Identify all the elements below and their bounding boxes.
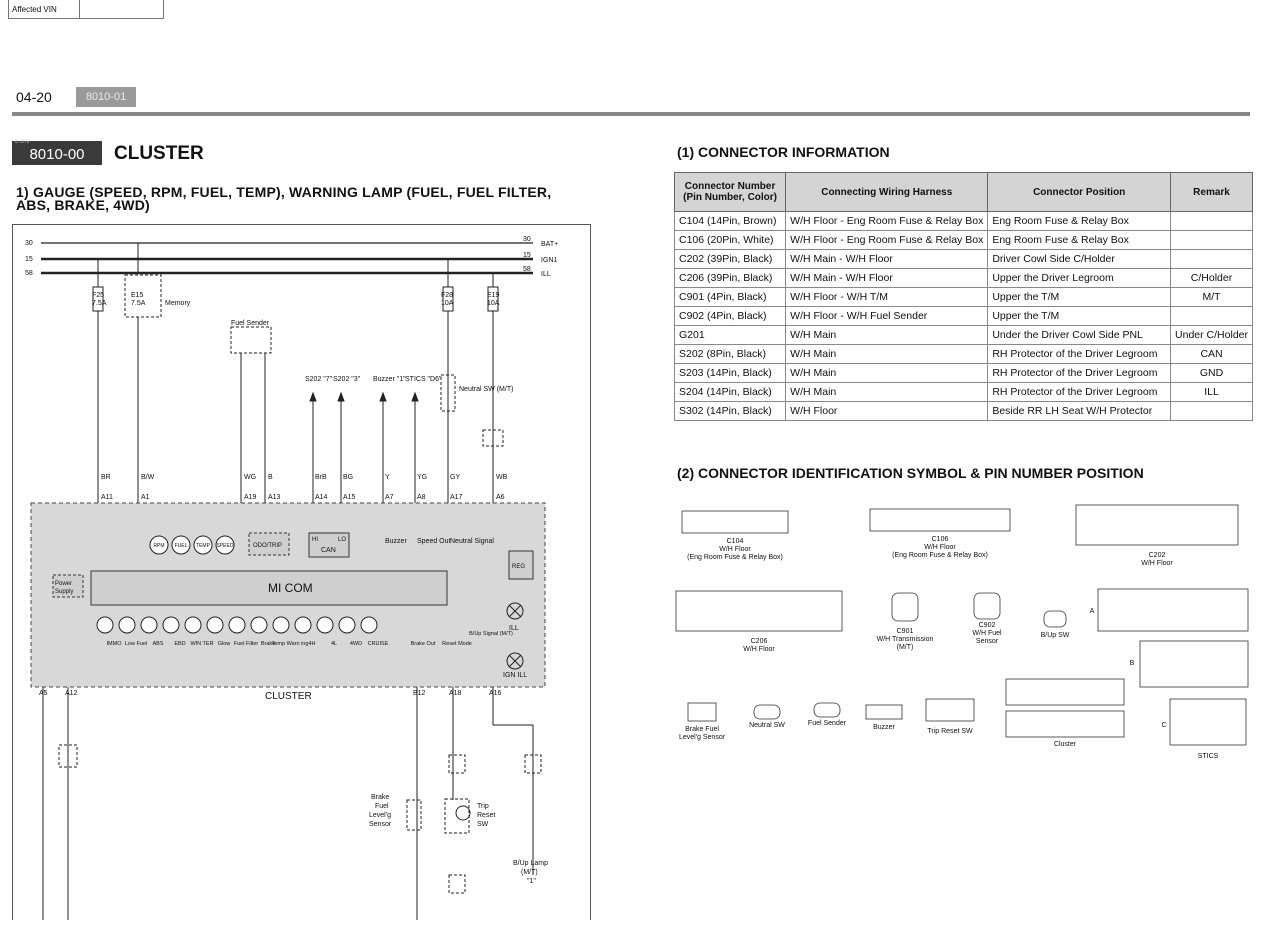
- pin-a7: A7: [385, 494, 394, 501]
- bup-lamp-label-1: B/Up Lamp: [513, 860, 549, 867]
- fuse-e15-rating: 7.5A: [131, 300, 146, 307]
- rail-ign1-label: IGN1: [541, 257, 558, 264]
- sym-c106-name: C106: [931, 536, 949, 543]
- col-position: Connector Position: [988, 173, 1171, 212]
- cell-position: Driver Cowl Side C/Holder: [988, 250, 1171, 269]
- fuse-e19-name: E19: [487, 292, 500, 299]
- cell-position: Upper the Driver Legroom: [988, 269, 1171, 288]
- ind-brake-out: Brake Out: [410, 641, 436, 647]
- c206-shape: [676, 591, 842, 631]
- c104-shape: [682, 511, 788, 533]
- cell-connector-number: G201: [675, 326, 786, 345]
- c-cluster-a-shape: [1098, 589, 1248, 631]
- rail-num-30: 30: [25, 240, 33, 247]
- fuse-f28-name: F28: [441, 292, 454, 299]
- section-title: CLUSTER: [114, 143, 204, 164]
- cell-remark: Under C/Holder: [1171, 326, 1253, 345]
- fuse-f28-rating: 10A: [441, 300, 454, 307]
- affected-vin-box: [8, 0, 164, 19]
- can-hi-label: HI: [312, 537, 318, 543]
- cell-position: RH Protector of the Driver Legroom: [988, 383, 1171, 402]
- wire-gy: GY: [450, 474, 461, 481]
- ind-temp-warning: Temp Warn ing: [271, 641, 309, 647]
- sym-c902-name: C902: [978, 622, 996, 629]
- sym-c202-desc1: W/H Floor: [1141, 560, 1173, 567]
- wiring-diagram: [12, 224, 591, 920]
- connector-symbols-area: [674, 495, 1254, 775]
- connector-info-heading: (1) CONNECTOR INFORMATION: [677, 144, 890, 160]
- sym-c104-name: C104: [726, 538, 744, 545]
- cell-remark: C/Holder: [1171, 269, 1253, 288]
- ind-winter: WIN TER: [190, 641, 214, 647]
- sym-cluster-name: Cluster: [1053, 741, 1077, 748]
- cell-connector-number: C104 (14Pin, Brown): [675, 212, 786, 231]
- ind-4h: 4H: [308, 641, 316, 647]
- cell-remark: [1171, 250, 1253, 269]
- cell-position: RH Protector of the Driver Legroom: [988, 364, 1171, 383]
- page-number: 04-20: [16, 89, 52, 105]
- ind-low-fuel: Low Fuel: [124, 641, 148, 647]
- wire-wg: WG: [244, 474, 257, 481]
- ind-cruise: CRUISE: [367, 641, 389, 647]
- wiring-diagram-svg: [13, 225, 590, 920]
- sym-c206-desc1: W/H Floor: [743, 646, 775, 653]
- header-rule: [12, 112, 1250, 116]
- sym-brake-fuel-desc1: Level'g Sensor: [678, 734, 726, 741]
- cell-connector-number: C202 (39Pin, Black): [675, 250, 786, 269]
- c-cluster-b-shape: [1140, 641, 1248, 687]
- cell-remark: [1171, 402, 1253, 421]
- pin-a18: A18: [449, 690, 462, 697]
- fuel-sender-label: Fuel Sender: [231, 320, 270, 327]
- gauge-label-fuel: FUEL: [174, 543, 188, 549]
- col-remark: Remark: [1171, 173, 1253, 212]
- cell-harness: W/H Main: [786, 364, 988, 383]
- bup-lamp-label-3: "1": [527, 878, 536, 885]
- trip-reset-label-1: Trip: [477, 803, 489, 810]
- stics-shape: [1170, 699, 1246, 745]
- sym-row-a: A: [1089, 608, 1095, 615]
- table-row: [675, 307, 1253, 326]
- connector-symbols-heading: (2) CONNECTOR IDENTIFICATION SYMBOL & PIN NUMBER POSITION: [677, 465, 1144, 481]
- bup-sw-shape: [1044, 611, 1066, 627]
- cell-position: Under the Driver Cowl Side PNL: [988, 326, 1171, 345]
- wire-br: BR: [101, 474, 111, 481]
- neutral-signal-label: Neutral Signal: [450, 538, 494, 545]
- pin-a14: A14: [315, 494, 328, 501]
- fuse-e19: [488, 287, 498, 311]
- affected-vin-label: Affected VIN: [12, 5, 57, 14]
- sym-c106-desc1: W/H Floor: [924, 544, 956, 551]
- table-row: [675, 231, 1253, 250]
- buzzer-label: Buzzer "1": [373, 376, 406, 383]
- fuel-sender-box: [231, 327, 271, 353]
- cell-harness: W/H Floor - Eng Room Fuse & Relay Box: [786, 212, 988, 231]
- rail-num-30-right: 30: [523, 236, 531, 243]
- wire-bg: BG: [343, 474, 354, 481]
- rail-bat-label: BAT+: [541, 241, 559, 248]
- fuel-sender-shape: [814, 703, 840, 717]
- neutral-sw-label: Neutral SW (M/T): [459, 386, 514, 393]
- fuse-e19-rating: 10A: [487, 300, 500, 307]
- sym-stics-name: STICS: [1197, 753, 1219, 760]
- fuse-e15-note: Memory: [165, 300, 191, 307]
- table-row: [675, 250, 1253, 269]
- c106-shape: [870, 509, 1010, 531]
- c901-shape: [892, 593, 918, 621]
- cell-connector-number: C106 (20Pin, White): [675, 231, 786, 250]
- pin-a5: A5: [39, 690, 48, 697]
- cell-harness: W/H Floor - W/H T/M: [786, 288, 988, 307]
- cell-harness: W/H Floor - Eng Room Fuse & Relay Box: [786, 231, 988, 250]
- fuse-e15-name: E15: [131, 292, 144, 299]
- table-row: [675, 345, 1253, 364]
- connector-shapes: [676, 505, 1248, 745]
- diagram-subtitle: 1) GAUGE (SPEED, RPM, FUEL, TEMP), WARNING LAMP (FUEL, FUEL FILTER, ABS, BRAKE, 4WD): [16, 184, 552, 213]
- wire-b: B: [268, 474, 273, 481]
- pin-a12: A12: [65, 690, 78, 697]
- sym-c206-name: C206: [750, 638, 768, 645]
- brake-sensor-label-1: Brake: [371, 794, 390, 801]
- table-row: [675, 402, 1253, 421]
- wire-brb: BrB: [315, 474, 327, 481]
- sym-row-b: B: [1129, 660, 1135, 667]
- section-code-badge: [12, 141, 102, 165]
- sym-fuel-sender-name: Fuel Sender: [807, 720, 847, 727]
- sym-c901-desc1: W/H Transmission: [876, 636, 934, 643]
- brake-sensor-label-4: Sensor: [369, 821, 392, 828]
- s202-7-label: S202 "7": [305, 376, 333, 383]
- cell-harness: W/H Main: [786, 383, 988, 402]
- table-row: [675, 212, 1253, 231]
- ind-brake: Brake: [260, 641, 276, 647]
- table-row: [675, 326, 1253, 345]
- neutral-sw-shape: [754, 705, 780, 719]
- cell-remark: ILL: [1171, 383, 1253, 402]
- table-row: [675, 288, 1253, 307]
- pin-a1: A1: [141, 494, 150, 501]
- brake-sensor-label-3: Level'g: [369, 812, 391, 819]
- cell-harness: W/H Main: [786, 326, 988, 345]
- wire-yg: YG: [417, 474, 428, 481]
- sym-brake-fuel-name: Brake Fuel: [685, 726, 719, 733]
- wire-wb: WB: [496, 474, 508, 481]
- micom-label: MI COM: [268, 581, 313, 595]
- ind-immo: IMMO: [106, 641, 122, 647]
- power-supply-label-2: Supply: [55, 589, 74, 595]
- cell-harness: W/H Floor: [786, 402, 988, 421]
- gauge-label-temp: TEMP: [196, 543, 210, 549]
- sym-c902-desc2: Sensor: [975, 638, 999, 645]
- cell-harness: W/H Main: [786, 345, 988, 364]
- cell-remark: [1171, 212, 1253, 231]
- wire-bw: B/W: [141, 474, 155, 481]
- brake-sensor-label-2: Fuel: [375, 803, 389, 810]
- buzzer-shape: [866, 705, 902, 719]
- sym-bup-sw-name: B/Up SW: [1040, 632, 1070, 639]
- section-code: 8010-00: [29, 146, 85, 163]
- cell-harness: W/H Main - W/H Floor: [786, 250, 988, 269]
- buzzer-pin-label: Buzzer: [385, 538, 407, 545]
- table-header-row: [675, 173, 1253, 212]
- splice-s204-bottom: [449, 755, 465, 773]
- cell-connector-number: S204 (14Pin, Black): [675, 383, 786, 402]
- ind-4wd: 4WD: [349, 641, 363, 647]
- cell-connector-number: C206 (39Pin, Black): [675, 269, 786, 288]
- reg-label: REG: [512, 564, 526, 570]
- cell-remark: CAN: [1171, 345, 1253, 364]
- pin-a13: A13: [268, 494, 281, 501]
- cell-position: RH Protector of the Driver Legroom: [988, 345, 1171, 364]
- cell-connector-number: C902 (4Pin, Black): [675, 307, 786, 326]
- gauge-label-rpm: RPM: [153, 543, 165, 549]
- ind-fuel-filter: Fuel Filter: [233, 641, 259, 647]
- sym-row-c: C: [1161, 722, 1167, 729]
- ind-bup-signal: B/Up Signal (M/T): [469, 631, 513, 637]
- cell-remark: GND: [1171, 364, 1253, 383]
- ind-glow: Glow: [217, 641, 231, 647]
- stics-label: STICS "D6": [405, 376, 442, 383]
- rail-num-15: 15: [25, 256, 33, 263]
- wire-y: Y: [385, 474, 390, 481]
- rail-ill-label: ILL: [541, 271, 551, 278]
- cell-connector-number: S202 (8Pin, Black): [675, 345, 786, 364]
- sym-c104-desc1: W/H Floor: [719, 546, 751, 553]
- pin-b12: B12: [413, 690, 426, 697]
- vin-box-divider: [79, 0, 80, 18]
- pin-a11: A11: [101, 494, 113, 501]
- table-row: [675, 364, 1253, 383]
- can-lo-label: LO: [338, 537, 347, 543]
- cell-position: Upper the T/M: [988, 307, 1171, 326]
- sym-buzzer-name: Buzzer: [873, 724, 895, 731]
- connector-info-body: [675, 212, 1253, 421]
- cell-remark: M/T: [1171, 288, 1253, 307]
- table-row: [675, 383, 1253, 402]
- power-supply-label-1: Power: [55, 581, 73, 587]
- cell-connector-number: S302 (14Pin, Black): [675, 402, 786, 421]
- ind-abs: ABS: [152, 641, 164, 647]
- s202-3-label: S202 "3": [333, 376, 361, 383]
- pin-a17: A17: [450, 494, 463, 501]
- sym-c202-name: C202: [1148, 552, 1166, 559]
- cluster-label: CLUSTER: [265, 691, 312, 702]
- fuse-f25-name: F25: [92, 292, 105, 299]
- sym-c106-desc2: (Eng Room Fuse & Relay Box): [892, 552, 988, 559]
- sym-trip-reset-name: Trip Reset SW: [927, 728, 973, 735]
- cell-position: Upper the T/M: [988, 288, 1171, 307]
- cluster-a-shape: [1006, 679, 1124, 705]
- sym-c902-desc1: W/H Fuel: [972, 630, 1002, 637]
- fuse-f28: [443, 287, 453, 311]
- can-label: CAN: [321, 547, 336, 554]
- cell-position: Beside RR LH Seat W/H Protector: [988, 402, 1171, 421]
- trip-reset-label-3: SW: [477, 821, 489, 828]
- cell-remark: [1171, 307, 1253, 326]
- pin-a8: A8: [417, 494, 426, 501]
- connector-info-table: [674, 172, 1253, 421]
- cell-remark: [1171, 231, 1253, 250]
- fuse-f25: [93, 287, 103, 311]
- ill-lamp-label: ILL: [509, 625, 519, 632]
- fuse-f25-rating: 7.5A: [92, 300, 107, 307]
- trip-reset-label-2: Reset: [477, 812, 496, 819]
- sym-neutral-sw-name: Neutral SW: [749, 722, 785, 729]
- rail-num-58: 58: [25, 270, 33, 277]
- cell-harness: W/H Main - W/H Floor: [786, 269, 988, 288]
- bottom-wires: [43, 687, 541, 920]
- sym-c901-name: C901: [896, 628, 914, 635]
- splice-s203-bottom: [449, 875, 465, 893]
- section-badge-tiny: C O N: [15, 139, 29, 145]
- pin-a6: A6: [496, 494, 505, 501]
- page-code-badge: 8010-01: [76, 87, 136, 107]
- ind-ebd: EBD: [174, 641, 186, 647]
- c202-shape: [1076, 505, 1238, 545]
- cell-harness: W/H Floor - W/H Fuel Sender: [786, 307, 988, 326]
- pin-a19: A19: [244, 494, 257, 501]
- rail-num-15-right: 15: [523, 252, 531, 259]
- cluster-b-shape: [1006, 711, 1124, 737]
- odo-trip-label: ODO/TRIP: [253, 543, 283, 549]
- brake-fuel-shape: [688, 703, 716, 721]
- cell-position: Eng Room Fuse & Relay Box: [988, 231, 1171, 250]
- ind-4l: 4L: [330, 641, 338, 647]
- trip-reset-shape: [926, 699, 974, 721]
- pin-a16: A16: [489, 690, 502, 697]
- pin-a15: A15: [343, 494, 356, 501]
- speed-out-label: Speed Out: [417, 538, 451, 545]
- connector-symbol-labels: [679, 536, 1219, 760]
- col-connector-number: Connector Number (Pin Number, Color): [675, 173, 786, 212]
- rail-num-58-right: 58: [523, 266, 531, 273]
- cell-position: Eng Room Fuse & Relay Box: [988, 212, 1171, 231]
- table-row: [675, 269, 1253, 288]
- col-harness: Connecting Wiring Harness: [786, 173, 988, 212]
- bup-lamp-label-2: (M/T): [521, 869, 538, 876]
- cell-connector-number: C901 (4Pin, Black): [675, 288, 786, 307]
- brake-fuel-sensor: [407, 800, 421, 830]
- sym-c901-desc2: (M/T): [896, 644, 914, 651]
- c902-shape: [974, 593, 1000, 619]
- gauge-label-speed: SPEED: [216, 543, 234, 549]
- connector-symbols-svg: [674, 495, 1254, 775]
- sym-c104-desc2: (Eng Room Fuse & Relay Box): [687, 554, 783, 561]
- ind-reset-mode: Reset Mode: [442, 641, 472, 647]
- ign-ill-label: IGN ILL: [503, 672, 528, 679]
- cell-connector-number: S203 (14Pin, Black): [675, 364, 786, 383]
